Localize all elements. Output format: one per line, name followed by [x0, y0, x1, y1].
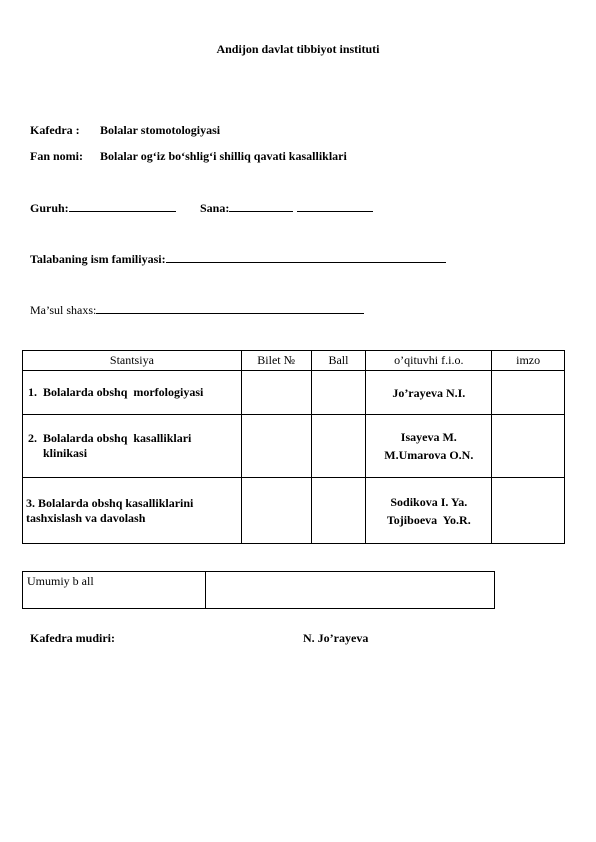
- guruh-field[interactable]: [69, 200, 176, 212]
- ball-cell[interactable]: [311, 478, 366, 544]
- table-row: [23, 415, 565, 478]
- imzo-cell[interactable]: [492, 478, 565, 544]
- sana-field-1[interactable]: [229, 200, 293, 212]
- total-score-table: [22, 571, 495, 609]
- talaba-field[interactable]: [166, 251, 446, 263]
- masul-label: [30, 302, 364, 318]
- total-value[interactable]: [205, 572, 494, 609]
- teacher-name: Isayeva M. M.Umarova O.N.: [366, 415, 492, 478]
- guruh-label: [30, 200, 176, 216]
- masul-label-text: Ma’sul shaxs:: [30, 303, 97, 317]
- table-header-row: [23, 351, 565, 371]
- header-imzo: imzo: [492, 351, 565, 371]
- talaba-label-text: Talabaning ism familiyasi:: [30, 252, 166, 266]
- guruh-label-text: Guruh:: [30, 201, 69, 215]
- table-row: [23, 478, 565, 544]
- header-teacher: o’qituvhi f.i.o.: [366, 351, 492, 371]
- sana-label: [200, 200, 373, 216]
- header-ball: Ball: [311, 351, 366, 371]
- ball-cell[interactable]: [311, 371, 366, 415]
- total-row: [23, 572, 495, 609]
- bilet-cell[interactable]: [241, 371, 311, 415]
- station-name: 1. Bolalarda obshq morfologiyasi: [23, 371, 242, 415]
- department-head-label: Kafedra mudiri:: [30, 631, 115, 645]
- teacher-name: Sodikova I. Ya. Tojiboeva Yo.R.: [366, 478, 492, 544]
- station-name: 3. Bolalarda obshq kasalliklarini tashxislash va davolash: [23, 478, 242, 544]
- fan-label: Fan nomi:: [30, 149, 84, 163]
- header-station: Stantsiya: [23, 351, 242, 371]
- imzo-cell[interactable]: [492, 415, 565, 478]
- department-head-name: N. Jo’rayeva: [303, 631, 369, 645]
- total-label: Umumiy b all: [23, 572, 206, 609]
- fan-value: Bolalar og‘iz bo‘shlig‘i shilliq qavati kasalliklari: [100, 149, 347, 163]
- table-row: [23, 371, 565, 415]
- sana-label-text: Sana:: [200, 201, 230, 215]
- sana-field-2[interactable]: [297, 200, 373, 212]
- kafedra-label: Kafedra :: [30, 123, 80, 137]
- station-name: 2. Bolalarda obshq kasalliklari klinikasi: [23, 415, 242, 478]
- teacher-name: Jo’rayeva N.I.: [366, 371, 492, 415]
- ball-cell[interactable]: [311, 415, 366, 478]
- masul-field[interactable]: [96, 302, 364, 314]
- imzo-cell[interactable]: [492, 371, 565, 415]
- institution-title: Andijon davlat tibbiyot instituti: [216, 42, 380, 56]
- talaba-label: [30, 251, 446, 267]
- header-bilet: Bilet №: [241, 351, 311, 371]
- bilet-cell[interactable]: [241, 478, 311, 544]
- kafedra-value: Bolalar stomotologiyasi: [100, 123, 221, 137]
- bilet-cell[interactable]: [241, 415, 311, 478]
- stations-table: [22, 350, 565, 544]
